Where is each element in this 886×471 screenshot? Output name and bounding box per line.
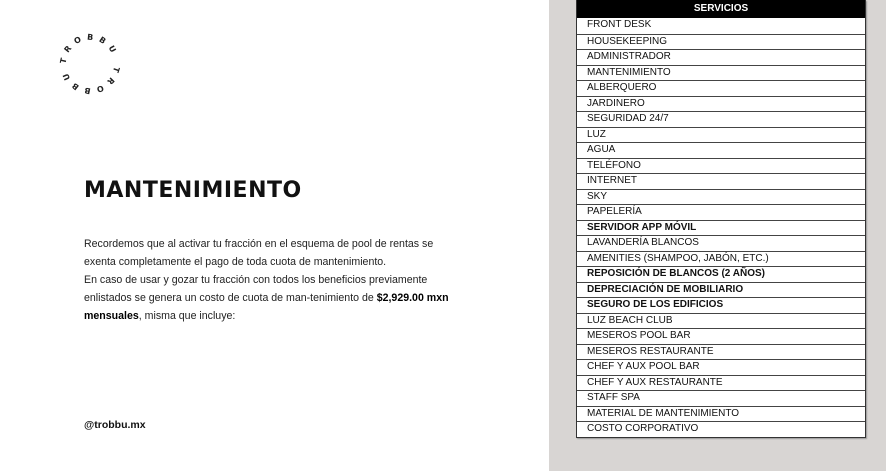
page-title: MANTENIMIENTO: [84, 178, 302, 203]
table-row: LUZ BEACH CLUB: [577, 313, 865, 329]
paragraph-fee: En caso de usar y gozar tu fracción con todos los beneficios previamente enlistados se genera un costo de cuota de man-tenimiento de $2,929.00 mxn mensuales, misma que incluye:: [84, 274, 449, 322]
table-row: REPOSICIÓN DE BLANCOS (2 AÑOS): [577, 266, 865, 282]
table-row: AMENITIES (SHAMPOO, JABÓN, ETC.): [577, 251, 865, 267]
table-header: SERVICIOS: [577, 0, 865, 18]
table-row: LUZ: [577, 127, 865, 143]
table-row: SERVIDOR APP MÓVIL: [577, 220, 865, 236]
table-row: COSTO CORPORATIVO: [577, 421, 865, 437]
table-row: CHEF Y AUX RESTAURANTE: [577, 375, 865, 391]
table-row: ADMINISTRADOR: [577, 49, 865, 65]
table-row: STAFF SPA: [577, 390, 865, 406]
table-row: TELÉFONO: [577, 158, 865, 174]
fee-amount: $2,929.00 mxn mensuales: [84, 292, 449, 322]
table-row: MATERIAL DE MANTENIMIENTO: [577, 406, 865, 422]
table-row: SEGURIDAD 24/7: [577, 111, 865, 127]
table-row: FRONT DESK: [587, 19, 652, 30]
table-row: JARDINERO: [577, 96, 865, 112]
table-row: INTERNET: [577, 173, 865, 189]
table-row: MESEROS POOL BAR: [577, 328, 865, 344]
table-row: SEGURO DE LOS EDIFICIOS: [577, 297, 865, 313]
table-row: LAVANDERÍA BLANCOS: [577, 235, 865, 251]
social-handle: @trobbu.mx: [84, 419, 146, 431]
table-row: ALBERQUERO: [577, 80, 865, 96]
services-table: [576, 0, 866, 438]
table-row: MESEROS RESTAURANTE: [577, 344, 865, 360]
table-row: AGUA: [577, 142, 865, 158]
table-row: HOUSEKEEPING: [577, 34, 865, 50]
svg-text:TROBBU TROBBU: TROBBU TROBBU: [58, 32, 122, 96]
table-row: DEPRECIACIÓN DE MOBILIARIO: [577, 282, 865, 298]
table-row: MANTENIMIENTO: [577, 65, 865, 81]
table-row: SKY: [577, 189, 865, 205]
body-text: [84, 235, 464, 325]
trobbu-logo: [58, 32, 122, 96]
table-row: PAPELERÍA: [577, 204, 865, 220]
paragraph-pool: Recordemos que al activar tu fracción en el esquema de pool de rentas se exenta completamente el pago de toda cuota de mantenimiento.: [84, 238, 434, 268]
table-row: CHEF Y AUX POOL BAR: [577, 359, 865, 375]
